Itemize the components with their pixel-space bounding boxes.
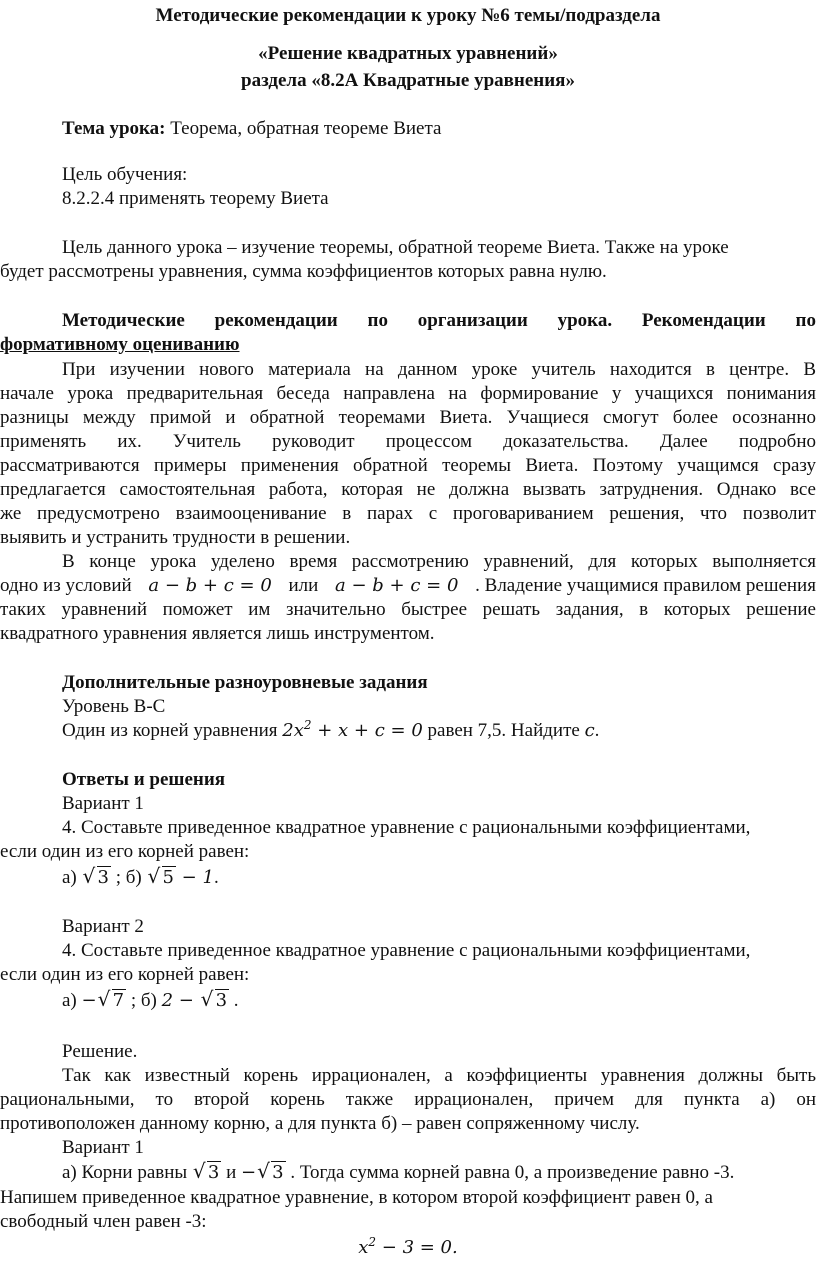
- topic-label: Тема урока:: [62, 118, 166, 139]
- text-run: а): [62, 867, 82, 888]
- method-p1-line7: же предусмотрено взаимооценивание в парах с проговариванием решения, что позволит: [0, 503, 816, 524]
- exponent: 2: [368, 1235, 377, 1249]
- solution-line3: противоположен данному корню, а для пункта б) – равен сопряженному числу.: [0, 1113, 640, 1134]
- radicand: 3: [97, 867, 109, 888]
- solution-line5: Напишем приведенное квадратное уравнение, в котором второй коэффициент равен 0, а: [0, 1187, 713, 1208]
- radicand: 5: [162, 867, 174, 888]
- condition-formula-2: a − b + c = 0: [335, 575, 459, 596]
- text-run: .: [594, 720, 600, 741]
- final-equation: [0, 1236, 816, 1260]
- sqrt-expression: [84, 866, 111, 890]
- task-equation: [282, 720, 423, 741]
- method-p1-line2: начале урока предварительная беседа направлена на формирование у учащихся понимания: [0, 383, 816, 404]
- method-p1-line6: предлагается самостоятельная работа, которая не должна вызвать затруднения. Однако все: [0, 479, 816, 500]
- solution-variant1-label: Вариант 1: [62, 1137, 144, 1158]
- variant2-options: [62, 989, 239, 1013]
- goal-value: 8.2.2.4 применять теорему Виета: [62, 188, 329, 209]
- method-heading-line1: Методические рекомендации по организации урока. Рекомендации по: [62, 310, 816, 331]
- variant1-options: [62, 866, 219, 890]
- method-p2-line1: В конце урока уделено время рассмотрению уравнений, для которых выполняется: [62, 551, 816, 572]
- method-p1-line3: разницы между примой и обратной теоремами Виета. Учащиеся смогут более осознанно: [0, 407, 816, 428]
- extra-heading: Дополнительные разноуровневые задания: [62, 672, 428, 693]
- variable-c: c: [584, 720, 595, 741]
- text-run: . Владение учащимися правилом решения: [475, 575, 816, 596]
- method-p2-line2: [0, 574, 816, 598]
- method-p1-line1: При изучении нового материала на данном уроке учитель находится в центре. В: [62, 359, 816, 380]
- radicand: 3: [272, 1162, 284, 1183]
- variant2-label: Вариант 2: [62, 916, 144, 937]
- method-p2-line3: таких уравнений поможет им значительно быстрее решать задания, в которых решение: [0, 599, 816, 620]
- text-run: + x + c = 0: [311, 720, 423, 741]
- lesson-goal-line2: будет рассмотрены уравнения, сумма коэффициентов которых равна нулю.: [0, 261, 607, 282]
- solution-line2: рациональными, то второй корень также иррационален, причем для пункта а) он: [0, 1089, 816, 1110]
- variant1-task-line2: если один из его корней равен:: [0, 841, 250, 862]
- text-run: x: [358, 1237, 369, 1258]
- method-p2-line4: квадратного уравнения является лишь инструментом.: [0, 623, 435, 644]
- sqrt-expression: [258, 1161, 285, 1185]
- topic-value: Теорема, обратная теореме Виета: [165, 118, 442, 139]
- text-run: − 1: [175, 867, 214, 888]
- radicand: 3: [207, 1162, 220, 1183]
- exponent: 2: [303, 718, 312, 732]
- text-run: Один из корней уравнения: [62, 720, 283, 741]
- extra-task: [62, 719, 599, 743]
- text-run: а): [62, 990, 82, 1011]
- solution-label: Решение.: [62, 1041, 138, 1062]
- doc-title-line2: «Решение квадратных уравнений»: [258, 43, 558, 64]
- sqrt-expression: [99, 989, 126, 1013]
- text-run: или: [288, 575, 319, 596]
- condition-formula-1: a − b + c = 0: [148, 575, 272, 596]
- method-p1-line5: рассматриваются примеры применения обратной теоремы Виета. Поэтому учащимся сразу: [0, 455, 816, 476]
- method-p1-line4: применять их. Учитель руководит процессом доказательства. Далее подробно: [0, 431, 816, 452]
- variant2-task-line2: если один из его корней равен:: [0, 964, 250, 985]
- radicand: 3: [215, 990, 228, 1011]
- sqrt-expression: [194, 1161, 221, 1185]
- solution-line6: свободный член равен -3:: [0, 1211, 207, 1232]
- answers-heading: Ответы и решения: [62, 769, 226, 790]
- radicand: 7: [112, 990, 125, 1011]
- text-run: − 3 = 0.: [376, 1237, 458, 1258]
- doc-title-line1: Методические рекомендации к уроку №6 темы/подраздела: [155, 5, 661, 26]
- lesson-goal-line1: [62, 236, 816, 260]
- extra-level: Уровень В-С: [62, 696, 166, 717]
- text-run: ; б): [110, 867, 147, 888]
- method-heading-line2: формативному оцениванию: [0, 334, 240, 355]
- solution-line1: Так как известный корень иррационален, а коэффициенты уравнения должны быть: [62, 1065, 816, 1086]
- variant1-task-line1: 4. Составьте приведенное квадратное уравнение с рациональными коэффициентами,: [62, 817, 751, 838]
- variant2-task-line1: 4. Составьте приведенное квадратное уравнение с рациональными коэффициентами,: [62, 940, 751, 961]
- text-run: и: [221, 1162, 242, 1183]
- text-run: одно из условий: [0, 575, 132, 596]
- text-run: . Тогда сумма корней равна 0, а произведение равно -3.: [285, 1162, 735, 1183]
- text-run: а) Корни равны: [62, 1162, 192, 1183]
- text-run: 2 −: [161, 990, 200, 1011]
- sqrt-expression: [149, 866, 176, 890]
- text-run: .: [213, 867, 219, 888]
- topic-line: [62, 117, 441, 141]
- text-run: 2x: [282, 720, 304, 741]
- text-run: −: [81, 990, 97, 1011]
- variant1-label: Вариант 1: [62, 793, 144, 814]
- method-p1-line8: выявить и устранить трудности в решении.: [0, 527, 351, 548]
- goal-label: Цель обучения:: [62, 164, 188, 185]
- text-run: ; б): [126, 990, 162, 1011]
- solution-roots-line: [62, 1161, 734, 1185]
- text-run: Цель данного урока – изучение теоремы, обратной теореме Виета. Также на уроке: [62, 237, 729, 258]
- text-run: равен 7,5. Найдите: [422, 720, 585, 741]
- sqrt-expression: [202, 989, 229, 1013]
- text-run: −: [241, 1162, 257, 1183]
- doc-title-line3: раздела «8.2А Квадратные уравнения»: [241, 70, 575, 91]
- text-run: .: [229, 990, 239, 1011]
